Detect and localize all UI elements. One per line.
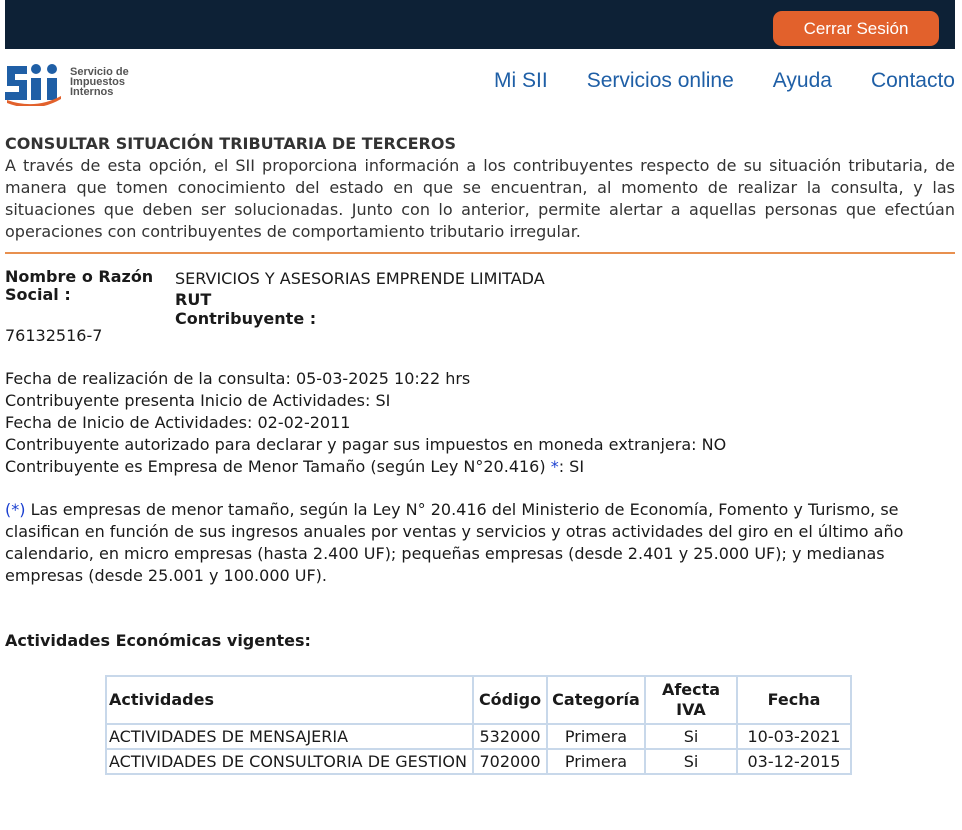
taxpayer-info [5,267,955,345]
footnote-marker: (*) [5,500,26,519]
consult-date: Fecha de realización de la consulta: 05-03-2025 10:22 hrs [5,369,471,388]
cell-date: 10-03-2021 [737,724,851,749]
small-company-status [5,456,955,478]
cell-category: Primera [547,724,645,749]
intro-paragraph: A través de esta opción, el SII proporciona información a los contribuyentes respecto de su situación tributaria, de manera que tomen conocimiento del estado en que se encuentran, al momento de realizar la consulta, y las situaciones que deben ser solucionadas. Junto con lo anterior, permite alertar a aquellas personas que efectúan operaciones con contribuyentes de comportamiento tributario irregular. [5,156,955,241]
logout-button[interactable]: Cerrar Sesión [773,11,939,46]
header-date: Fecha [737,676,851,724]
nav-contacto[interactable]: Contacto [870,69,955,92]
header-activity: Actividades [106,676,473,724]
nav-mi-sii[interactable]: Mi SII [494,69,548,92]
header-iva: Afecta IVA [645,676,737,724]
taxpayer-details [5,368,955,478]
name-value: SERVICIOS Y ASESORIAS EMPRENDE LIMITADA [175,269,545,288]
cell-code: 702000 [473,749,547,774]
nav-ayuda[interactable]: Ayuda [772,69,832,92]
header-category: Categoría [547,676,645,724]
activities-table [105,675,852,775]
table-row [106,724,851,749]
section-divider [5,252,955,254]
table-header-row [106,676,851,724]
name-label: Nombre o Razón Social : [5,267,154,304]
cell-activity: ACTIVIDADES DE CONSULTORIA DE GESTION [106,749,473,774]
small-company-note-link[interactable]: * [550,457,559,476]
activities-title: Actividades Económicas vigentes: [5,631,311,650]
logo-line-2: Impuestos [70,76,126,88]
cell-iva: Si [645,749,737,774]
foreign-currency-status: Contribuyente autorizado para declarar y pagar sus impuestos en moneda extranjera: NO [5,435,727,454]
small-company-value: : SI [558,457,585,476]
cell-iva: Si [645,724,737,749]
cell-category: Primera [547,749,645,774]
footnote [5,499,955,587]
sii-logo-mark [5,58,65,106]
main-nav [455,69,955,93]
footnote-text: Las empresas de menor tamaño, según la Ley N° 20.416 del Ministerio de Economía, Fomento y Turismo, se clasifican en función de sus ingresos anuales por ventas y servicios y otras actividades del giro en el último año calendario, en micro empresas (hasta 2.400 UF); pequeñas empresas (desde 2.401 y 25.000 UF); y medianas empresas (desde 25.001 y 100.000 UF). [5,500,904,585]
intro-section [5,133,955,243]
small-company-text: Contribuyente es Empresa de Menor Tamaño (según Ley N°20.416) [5,457,551,476]
sii-logo[interactable] [5,58,155,106]
cell-activity: ACTIVIDADES DE MENSAJERIA [106,724,473,749]
top-bar [5,0,955,49]
rut-value: 76132516-7 [5,326,103,345]
logo-line-3: Internos [70,86,114,98]
page-title: CONSULTAR SITUACIÓN TRIBUTARIA DE TERCEROS [5,134,456,153]
activity-start-date: Fecha de Inicio de Actividades: 02-02-2011 [5,413,351,432]
table-row [106,749,851,774]
logo-wordmark [70,67,129,97]
logo-line-1: Servicio de [70,66,129,78]
cell-date: 03-12-2015 [737,749,851,774]
activity-start-status: Contribuyente presenta Inicio de Actividades: SI [5,391,391,410]
nav-servicios-online[interactable]: Servicios online [586,69,734,92]
cell-code: 532000 [473,724,547,749]
site-header [5,49,955,113]
rut-label: RUT Contribuyente : [175,290,317,328]
header-code: Código [473,676,547,724]
